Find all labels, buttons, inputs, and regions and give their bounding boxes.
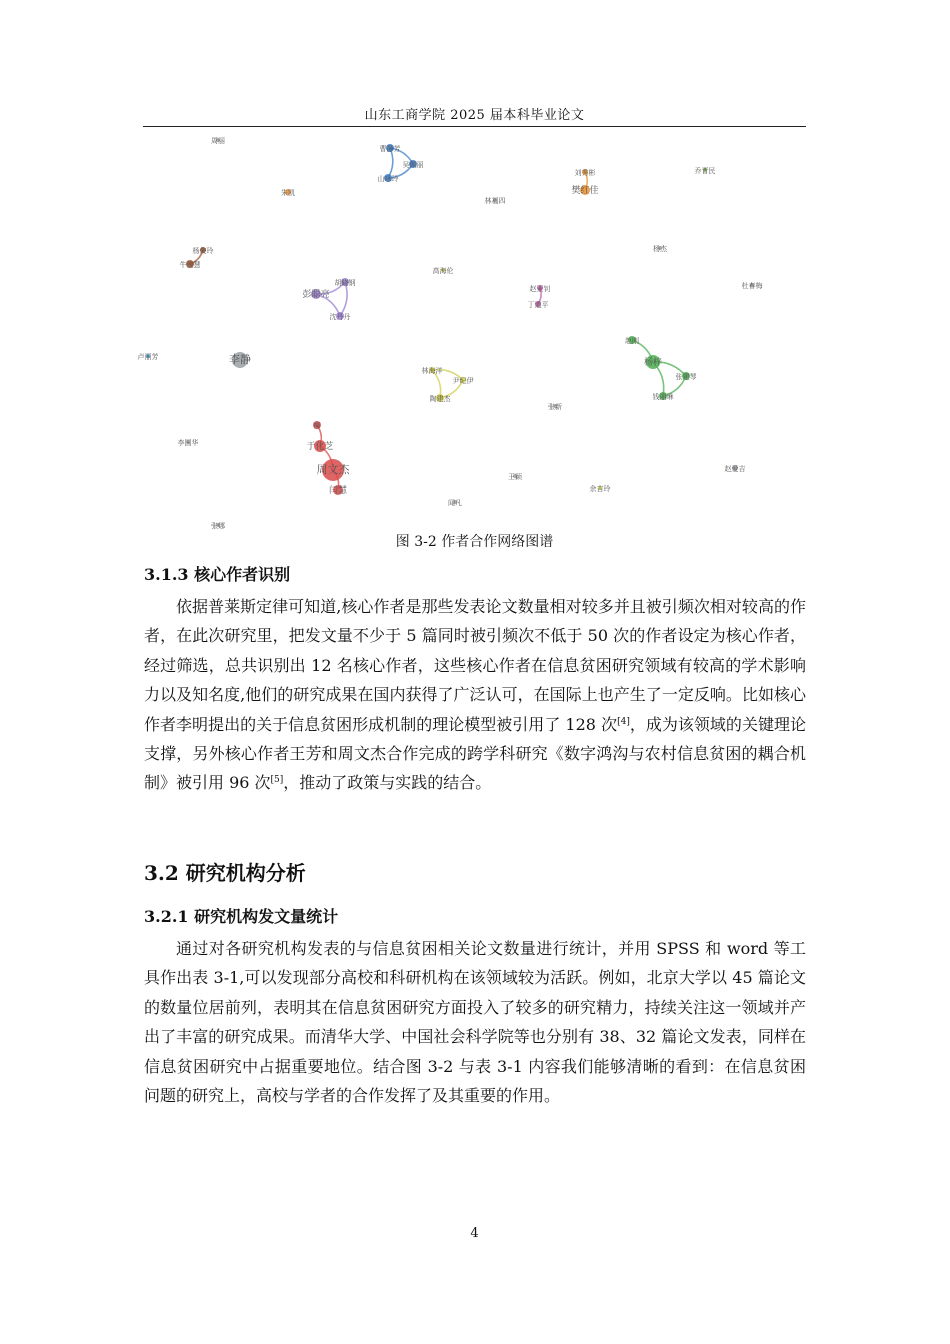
network-node-label: 刘秀彬: [574, 169, 596, 177]
network-node-label: 钱丽琳: [652, 393, 674, 401]
paragraph-text: ，成为该领域的关键理论支撑，另外核心作者王芳和周文杰合作完成的跨学科研究《数字鸿沟与农村信息贫困的耦合机制》被引用 96 次: [144, 714, 806, 793]
network-node-label: 杨杰: [653, 245, 667, 253]
paragraph-text: ，推动了政策与实践的结合。: [283, 773, 492, 793]
citation-ref-4[interactable]: [4]: [617, 716, 630, 727]
network-node-label: 乔晋民: [694, 167, 716, 175]
network-edge: [340, 282, 347, 316]
network-node-label: 高海伦: [432, 267, 454, 275]
section-3-1-3-paragraph: [144, 592, 806, 798]
section-heading-3-2: 3.2 研究机构分析: [144, 861, 306, 885]
figure-caption: 图 3-2 作者合作网络图谱: [395, 534, 554, 550]
network-node-label: 沈丹丹: [329, 313, 351, 321]
author-collaboration-network: [130, 130, 820, 530]
network-node-label: 胡晓钢: [334, 279, 356, 287]
network-node-label: 张娜: [211, 522, 225, 530]
network-node-label: 杨梓: [643, 358, 663, 368]
network-node-label: 尹纪伊: [452, 377, 474, 385]
network-node-label: 张新: [548, 403, 562, 411]
page-number: 4: [470, 1226, 479, 1241]
network-node-label: 赵爱吉: [724, 465, 746, 473]
network-node-label: 闻凡: [448, 499, 462, 507]
network-node-label: 周文杰: [316, 463, 350, 476]
citation-ref-5[interactable]: [5]: [270, 775, 284, 786]
network-node-label: 周丽: [211, 137, 225, 145]
network-node-label: 张建琴: [675, 373, 697, 381]
network-node-label: 闫慧: [328, 486, 348, 496]
network-node-label: 赵刚: [625, 337, 639, 345]
header-rule: [143, 126, 806, 127]
network-node-label: 于化芝: [306, 442, 334, 452]
network-edges: [190, 148, 686, 490]
network-node-label: 李静: [229, 353, 251, 366]
network-node-label: 山咏玲: [377, 175, 399, 183]
network-node-label: 曹静芳: [379, 145, 401, 153]
section-heading-3-1-3: 3.1.3 核心作者识别: [144, 565, 291, 584]
network-node-label: 李国华: [177, 439, 199, 447]
running-header: 山东工商学院 2025 届本科毕业论文: [364, 108, 585, 123]
network-node-label: 彭聪亮: [302, 290, 330, 300]
network-node-label: 陶建杰: [429, 395, 451, 403]
network-node-label: 杜春梅: [741, 282, 763, 290]
network-node-label: 丁道平: [527, 301, 549, 309]
network-node-label: 赵亚钊: [529, 285, 551, 293]
network-node-label: 余吉玲: [589, 485, 611, 493]
network-nodes: [138, 137, 763, 530]
network-node-label: 林福四: [484, 197, 506, 205]
network-node-label: 朱凯: [281, 189, 295, 197]
network-node-label: 牛俊慧: [179, 261, 201, 269]
network-node-label: 樊红佳: [571, 186, 599, 196]
network-node-label: 卢丽芳: [137, 353, 159, 361]
network-node-label: 吴佩丽: [402, 161, 424, 169]
paragraph-text: 依据普莱斯定律可知道,核心作者是那些发表论文数量相对较多并且被引频次相对较高的作者，在此次研究里，把发文量不少于 5 篇同时被引频次不低于 50 次的作者设定为核心作者，经过筛选，总共识别出 12 名核心作者，这些核心作者在信息贫困研究领域有较高的学术影响力以及知名度,他们的研究成果在国内获得了广泛认可，在国际上也产生了一定反响。比如核心作者李明提出的关于信息贫困形成机制的理论模型被引用了 128 次: [144, 597, 806, 734]
section-3-2-1-paragraph: [144, 934, 806, 1110]
paragraph-text: 通过对各研究机构发表的与信息贫困相关论文数量进行统计，并用 SPSS 和 word 等工具作出表 3-1,可以发现部分高校和科研机构在该领域较为活跃。例如，北京大学以 45 篇论文的数量位居前列，表明其在信息贫困研究方面投入了较多的研究精力，持续关注这一领域并产出了丰富的研究成果。而清华大学、中国社会科学院等也分别有 38、32 篇论文发表，同样在信息贫困研究中占据重要地位。结合图 3-2 与表 3-1 内容我们能够清晰的看到：在信息贫困问题的研究上，高校与学者的合作发挥了及其重要的作用。: [144, 939, 806, 1106]
network-node-label: 王颖: [508, 473, 522, 481]
network-node-label: 柳: [313, 422, 321, 430]
network-node-label: 林海洋: [421, 367, 443, 375]
section-heading-3-2-1: 3.2.1 研究机构发文量统计: [144, 907, 339, 926]
network-node-label: 杨俊玲: [192, 247, 214, 255]
